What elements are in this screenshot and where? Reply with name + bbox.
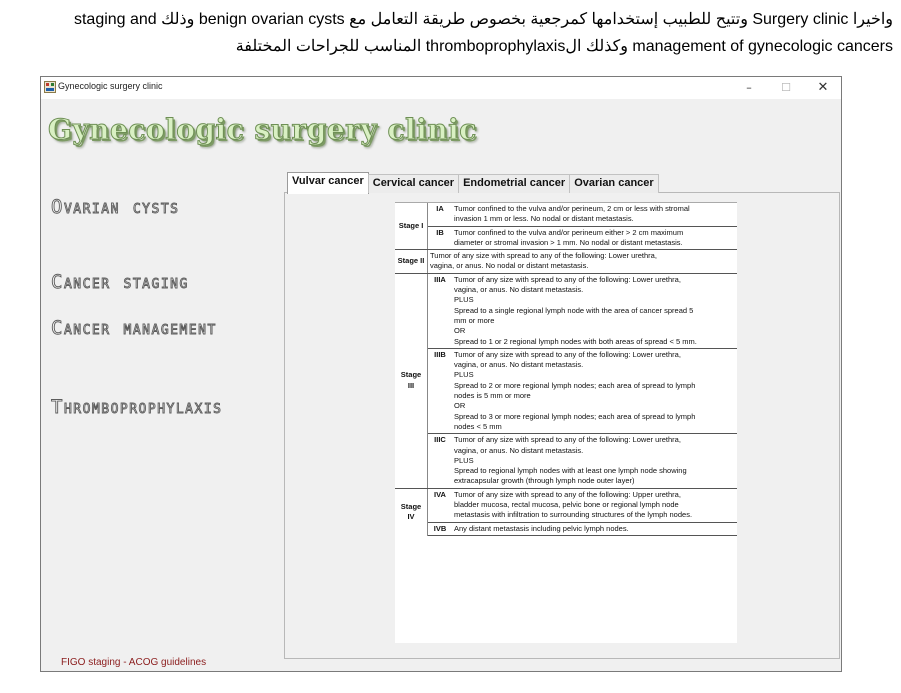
nav-cancer-management[interactable]: Cancer management (51, 317, 217, 339)
description-line: Tumor of any size with spread to any of the following: Lower urethra, (454, 349, 681, 359)
description-line: invasion 1 mm or less. No nodal or distant metastasis. (454, 214, 634, 224)
substage-description (452, 522, 737, 535)
description-line: vagina, or anus. No distant metastasis. (454, 285, 584, 295)
description-line: bladder mucosa, rectal mucosa, pelvic bone or regional lymph node (454, 500, 679, 510)
document-line-2: management of gynecologic cancers وكذلك الthromboprophylaxis المناسب للجراحات المختلفة (235, 38, 893, 55)
description-line: nodes < 5 mm (454, 421, 502, 431)
title-bar[interactable] (41, 77, 841, 99)
table-row (395, 434, 737, 488)
table-row (395, 273, 737, 348)
description-line: Tumor of any size with spread to any of the following: Upper urethra, (454, 489, 681, 499)
stage-label: Stage IV (395, 488, 428, 535)
description-line: Tumor of any size with spread to any of the following: Lower urethra, (454, 435, 681, 445)
description-line: Tumor confined to the vulva and/or perineum either > 2 cm maximum (454, 227, 684, 237)
description-line: Spread to 1 or 2 regional lymph nodes with both areas of spread < 5 mm. (454, 336, 697, 346)
staging-table-container[interactable] (395, 203, 737, 643)
footer-note: FIGO staging - ACOG guidelines (61, 657, 207, 668)
description-line: metastasis with infiltration to surrounding structures of the lymph nodes. (454, 510, 693, 520)
tab-endometrial-cancer[interactable]: Endometrial cancer (458, 174, 570, 193)
maximize-button[interactable]: ☐ (781, 81, 791, 94)
description-line: Tumor of any size with spread to any of the following: Lower urethra, (430, 251, 657, 261)
table-row (395, 348, 737, 433)
substage-label: IVA (428, 488, 453, 522)
description-line: vagina, or anus. No distant metastasis. (454, 445, 584, 455)
description-line: mm or more (454, 315, 495, 325)
substage-label: IIIB (428, 348, 453, 433)
substage-description (452, 434, 737, 488)
description-line: PLUS (454, 295, 474, 305)
nav-ovarian-cysts[interactable]: Ovarian cysts (51, 196, 180, 218)
description-line: Tumor of any size with spread to any of the following: Lower urethra, (454, 274, 681, 284)
stage-label: Stage II (395, 250, 428, 274)
app-icon (44, 81, 56, 93)
tab-vulvar-cancer[interactable]: Vulvar cancer (287, 172, 369, 194)
description-line: OR (454, 401, 466, 411)
window-title: Gynecologic surgery clinic (58, 81, 163, 91)
app-heading: Gynecologic surgery clinic (48, 113, 477, 146)
substage-label: IIIA (428, 273, 453, 348)
substage-label: IA (428, 203, 453, 226)
substage-label: IIIC (428, 434, 453, 488)
substage-description (452, 273, 737, 348)
description-line: Any distant metastasis including pelvic lymph nodes. (454, 523, 629, 533)
table-row (395, 203, 737, 226)
substage-description (452, 203, 737, 226)
tab-cervical-cancer[interactable]: Cervical cancer (368, 174, 459, 193)
description-line: diameter or stromal invasion > 1 mm. No nodal or distant metastasis. (454, 237, 683, 247)
stage-label: Stage I (395, 203, 428, 250)
substage-label: IVB (428, 522, 453, 535)
description-line: OR (454, 326, 466, 336)
minimize-button[interactable]: – (746, 81, 752, 94)
substage-description (452, 348, 737, 433)
tab-strip (287, 174, 658, 193)
document-line-1: واخيرا Surgery clinic وتتيح للطبيب إستخدامها كمرجعية بخصوص طريقة التعامل مع benign ovarian cysts وذلك staging and (73, 11, 893, 28)
substage-description (452, 488, 737, 522)
staging-table (395, 203, 737, 536)
description-line: Spread to a single regional lymph node with the area of cancer spread 5 (454, 305, 694, 315)
description-line: PLUS (454, 370, 474, 380)
description-line: Tumor confined to the vulva and/or perineum, 2 cm or less with stromal (454, 204, 690, 213)
app-window (40, 76, 842, 672)
table-row (395, 226, 737, 250)
description-line: vagina, or anus. No distant metastasis. (454, 360, 584, 370)
description-line: Spread to regional lymph nodes with at least one lymph node showing (454, 466, 687, 476)
description-line: vagina, or anus. No nodal or distant metastasis. (430, 261, 589, 271)
description-line: extracapsular growth (through lymph node outer layer) (454, 476, 635, 486)
stage-label: Stage III (395, 273, 428, 488)
table-row (395, 250, 737, 274)
nav-thromboprophylaxis[interactable]: Thromboprophylaxis (51, 396, 223, 418)
tab-ovarian-cancer[interactable]: Ovarian cancer (569, 174, 659, 193)
substage-label: IB (428, 226, 453, 250)
substage-description (452, 226, 737, 250)
description-line: nodes is 5 mm or more (454, 391, 531, 401)
table-row (395, 488, 737, 522)
table-row (395, 522, 737, 535)
description-line: PLUS (454, 455, 474, 465)
description-line: Spread to 2 or more regional lymph nodes; each area of spread to lymph (454, 380, 696, 390)
nav-cancer-staging[interactable]: Cancer staging (51, 271, 189, 293)
stage-description (428, 250, 738, 274)
description-line: Spread to 3 or more regional lymph nodes; each area of spread to lymph (454, 411, 696, 421)
close-button[interactable]: ✕ (817, 80, 829, 95)
